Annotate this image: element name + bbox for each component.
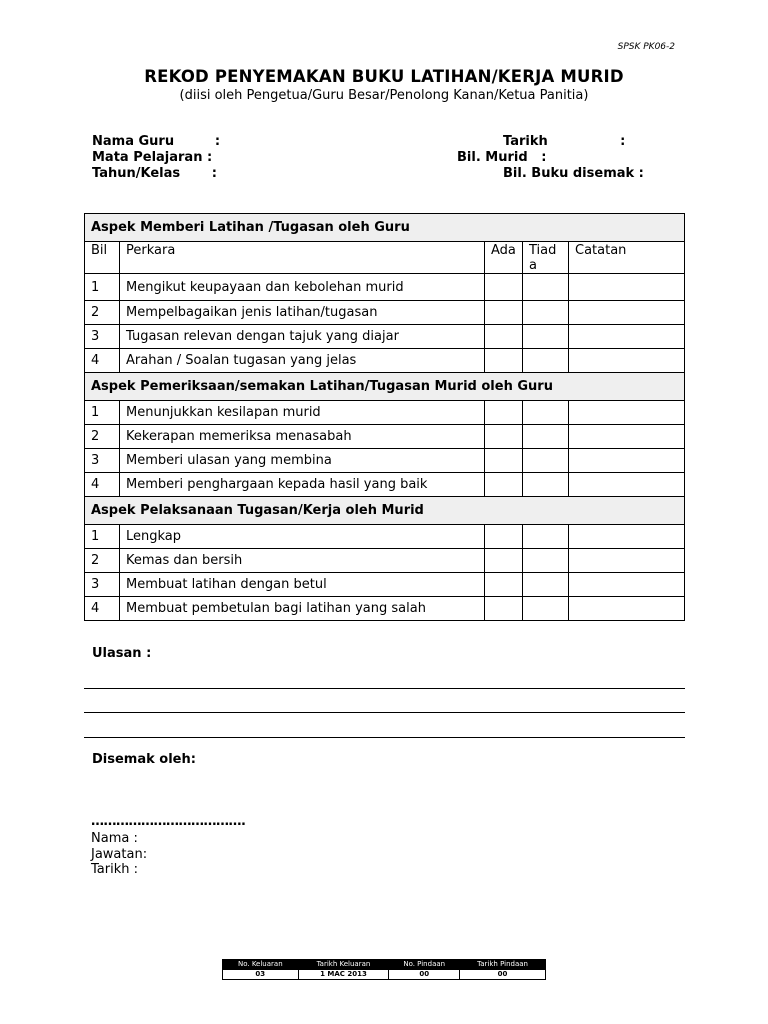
item-no: 4 bbox=[85, 349, 120, 373]
item-no: 3 bbox=[85, 449, 120, 473]
revision-value: 03 bbox=[223, 970, 299, 980]
item-no: 4 bbox=[85, 597, 120, 621]
ada-cell[interactable] bbox=[485, 325, 523, 349]
table-row bbox=[85, 301, 685, 325]
ada-cell[interactable] bbox=[485, 525, 523, 549]
item-text: Tugasan relevan dengan tajuk yang diajar bbox=[120, 325, 485, 349]
section-title: Aspek Pemeriksaan/semakan Latihan/Tugasan Murid oleh Guru bbox=[85, 373, 685, 401]
ada-cell[interactable] bbox=[485, 301, 523, 325]
catatan-cell[interactable] bbox=[569, 525, 685, 549]
item-no: 2 bbox=[85, 301, 120, 325]
revision-header-row bbox=[223, 960, 546, 970]
document-code: SPSK PK06-2 bbox=[617, 42, 675, 52]
tarikh-label: Tarikh : bbox=[503, 134, 626, 149]
item-no: 2 bbox=[85, 425, 120, 449]
item-text: Menunjukkan kesilapan murid bbox=[120, 401, 485, 425]
item-text: Membuat pembetulan bagi latihan yang salah bbox=[120, 597, 485, 621]
table-row bbox=[85, 549, 685, 573]
tiada-cell[interactable] bbox=[523, 449, 569, 473]
tiada-cell[interactable] bbox=[523, 401, 569, 425]
revision-value: 00 bbox=[460, 970, 546, 980]
ulasan-label: Ulasan : bbox=[92, 646, 152, 661]
item-text: Mempelbagaikan jenis latihan/tugasan bbox=[120, 301, 485, 325]
tiada-cell[interactable] bbox=[523, 274, 569, 301]
table-row bbox=[85, 325, 685, 349]
section-header bbox=[85, 497, 685, 525]
col-bil: Bil bbox=[85, 242, 120, 274]
ada-cell[interactable] bbox=[485, 597, 523, 621]
ada-cell[interactable] bbox=[485, 449, 523, 473]
revision-value: 00 bbox=[389, 970, 460, 980]
ulasan-line-1[interactable] bbox=[84, 688, 685, 689]
nama-guru-label: Nama Guru : bbox=[92, 134, 221, 149]
catatan-cell[interactable] bbox=[569, 325, 685, 349]
section-header bbox=[85, 373, 685, 401]
item-text: Mengikut keupayaan dan kebolehan murid bbox=[120, 274, 485, 301]
catatan-cell[interactable] bbox=[569, 274, 685, 301]
ada-cell[interactable] bbox=[485, 473, 523, 497]
revision-header: No. Pindaan bbox=[389, 960, 460, 970]
item-no: 3 bbox=[85, 573, 120, 597]
col-ada: Ada bbox=[485, 242, 523, 274]
table-row bbox=[85, 274, 685, 301]
ulasan-line-3[interactable] bbox=[84, 737, 685, 738]
signature-line: ………………………………. bbox=[91, 814, 246, 829]
tahun-kelas-label: Tahun/Kelas : bbox=[92, 166, 217, 181]
item-text: Kekerapan memeriksa menasabah bbox=[120, 425, 485, 449]
item-text: Arahan / Soalan tugasan yang jelas bbox=[120, 349, 485, 373]
ada-cell[interactable] bbox=[485, 549, 523, 573]
catatan-cell[interactable] bbox=[569, 597, 685, 621]
page-title: REKOD PENYEMAKAN BUKU LATIHAN/KERJA MURID bbox=[144, 67, 624, 86]
mata-pelajaran-label: Mata Pelajaran : bbox=[92, 150, 213, 165]
table-row bbox=[85, 525, 685, 549]
jawatan-label: Jawatan: bbox=[91, 847, 148, 862]
revision-value-row bbox=[223, 970, 546, 980]
tiada-cell[interactable] bbox=[523, 597, 569, 621]
item-no: 3 bbox=[85, 325, 120, 349]
item-text: Memberi penghargaan kepada hasil yang baik bbox=[120, 473, 485, 497]
table-row bbox=[85, 473, 685, 497]
bil-buku-label: Bil. Buku disemak : bbox=[503, 166, 644, 181]
ada-cell[interactable] bbox=[485, 425, 523, 449]
page-subtitle: (diisi oleh Pengetua/Guru Besar/Penolong Kanan/Ketua Panitia) bbox=[179, 88, 589, 103]
nama-label: Nama : bbox=[91, 831, 138, 846]
catatan-cell[interactable] bbox=[569, 473, 685, 497]
catatan-cell[interactable] bbox=[569, 301, 685, 325]
section-header bbox=[85, 214, 685, 242]
catatan-cell[interactable] bbox=[569, 573, 685, 597]
catatan-cell[interactable] bbox=[569, 401, 685, 425]
col-tiada: Tiada bbox=[523, 242, 569, 274]
tiada-cell[interactable] bbox=[523, 473, 569, 497]
item-text: Kemas dan bersih bbox=[120, 549, 485, 573]
tiada-cell[interactable] bbox=[523, 425, 569, 449]
tiada-cell[interactable] bbox=[523, 349, 569, 373]
revision-header: Tarikh Pindaan bbox=[460, 960, 546, 970]
table-row bbox=[85, 597, 685, 621]
catatan-cell[interactable] bbox=[569, 449, 685, 473]
revision-header: No. Keluaran bbox=[223, 960, 299, 970]
ulasan-line-2[interactable] bbox=[84, 712, 685, 713]
ada-cell[interactable] bbox=[485, 349, 523, 373]
table-row bbox=[85, 449, 685, 473]
col-perkara: Perkara bbox=[120, 242, 485, 274]
signature-tarikh-label: Tarikh : bbox=[91, 862, 138, 877]
revision-value: 1 MAC 2013 bbox=[298, 970, 389, 980]
ada-cell[interactable] bbox=[485, 274, 523, 301]
revision-header: Tarikh Keluaran bbox=[298, 960, 389, 970]
catatan-cell[interactable] bbox=[569, 425, 685, 449]
catatan-cell[interactable] bbox=[569, 549, 685, 573]
item-no: 1 bbox=[85, 274, 120, 301]
item-no: 1 bbox=[85, 401, 120, 425]
tiada-cell[interactable] bbox=[523, 325, 569, 349]
tiada-cell[interactable] bbox=[523, 549, 569, 573]
catatan-cell[interactable] bbox=[569, 349, 685, 373]
tiada-cell[interactable] bbox=[523, 301, 569, 325]
bil-murid-label: Bil. Murid : bbox=[457, 150, 547, 165]
item-no: 1 bbox=[85, 525, 120, 549]
col-catatan: Catatan bbox=[569, 242, 685, 274]
item-text: Membuat latihan dengan betul bbox=[120, 573, 485, 597]
tiada-cell[interactable] bbox=[523, 573, 569, 597]
ada-cell[interactable] bbox=[485, 401, 523, 425]
revision-table bbox=[222, 959, 546, 980]
tiada-cell[interactable] bbox=[523, 525, 569, 549]
item-no: 4 bbox=[85, 473, 120, 497]
item-text: Lengkap bbox=[120, 525, 485, 549]
table-row bbox=[85, 573, 685, 597]
section-title: Aspek Memberi Latihan /Tugasan oleh Guru bbox=[85, 214, 685, 242]
table-row bbox=[85, 425, 685, 449]
table-row bbox=[85, 401, 685, 425]
section-title: Aspek Pelaksanaan Tugasan/Kerja oleh Murid bbox=[85, 497, 685, 525]
table-row bbox=[85, 349, 685, 373]
item-no: 2 bbox=[85, 549, 120, 573]
checklist-table bbox=[84, 213, 685, 621]
ada-cell[interactable] bbox=[485, 573, 523, 597]
item-text: Memberi ulasan yang membina bbox=[120, 449, 485, 473]
disemak-label: Disemak oleh: bbox=[92, 752, 196, 767]
column-header-row bbox=[85, 242, 685, 274]
